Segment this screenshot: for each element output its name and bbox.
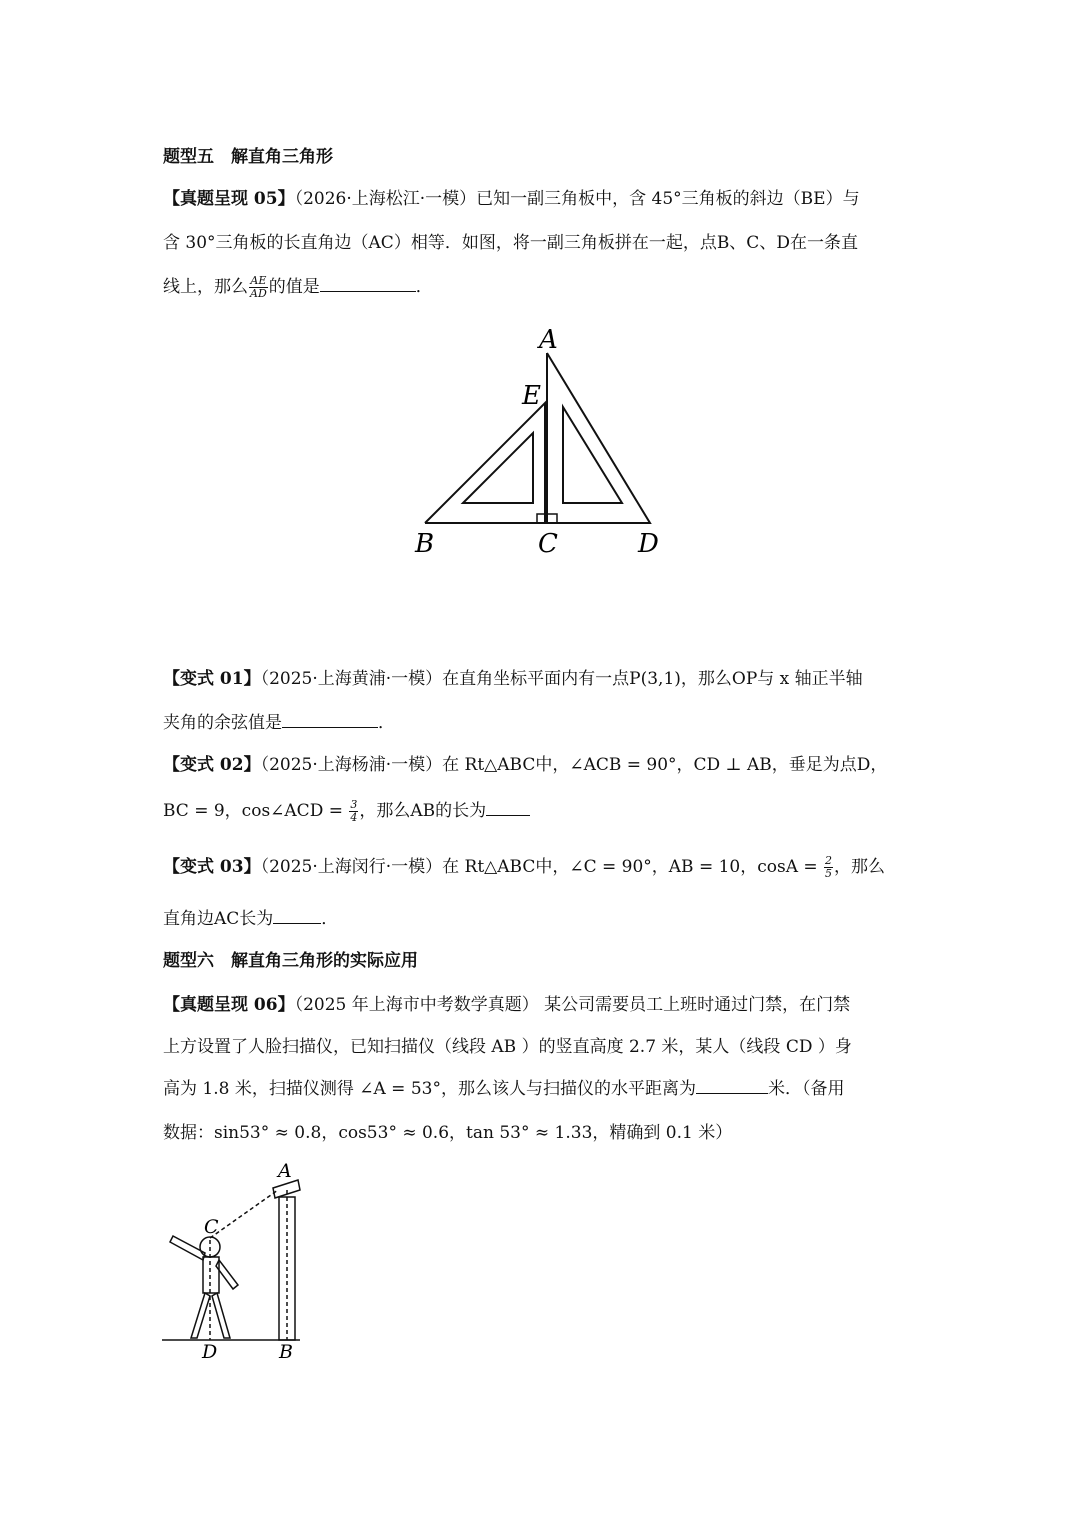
- figure-face-scanner: [160, 1160, 340, 1365]
- board-45-outer: [425, 403, 545, 523]
- variant-02-line2: BC = 9，cos∠ACD = $\frac{3}{4}$ ，那么AB的长为: [163, 796, 530, 824]
- label-E: E: [522, 381, 541, 411]
- section-title-5: 题型五 解直角三角形: [163, 147, 333, 167]
- label-A: A: [539, 325, 558, 355]
- variant-02-line1: 【变式 02】（2025·上海杨浦·一模）在 Rt△ABC中，∠ACB = 90°，CD ⊥ AB，垂足为点D，: [163, 755, 888, 775]
- fraction-2-5: $\frac{2}{5}$: [825, 854, 833, 880]
- sight-line: [210, 1190, 278, 1238]
- scanner-box: [273, 1180, 300, 1198]
- fraction-3-4: $\frac{3}{4}$: [350, 798, 358, 824]
- label-D: D: [202, 1341, 218, 1363]
- answer-blank[interactable]: [320, 277, 416, 292]
- variant-01-tag: 【变式 01】: [163, 669, 261, 689]
- label-A: A: [278, 1160, 292, 1182]
- board-45-inner: [463, 433, 533, 503]
- question-06-line1: 【真题呈现 06】（2025 年上海市中考数学真题） 某公司需要员工上班时通过门禁，在门禁: [163, 995, 851, 1015]
- variant-03-tag: 【变式 03】: [163, 857, 261, 877]
- answer-blank[interactable]: [486, 801, 530, 816]
- answer-blank[interactable]: [282, 713, 378, 728]
- question-06-line4: 数据：sin53° ≈ 0.8，cos53° ≈ 0.6，tan 53° ≈ 1.33，精确到 0.1 米）: [163, 1123, 733, 1143]
- question-05-line2: 含 30°三角板的长直角边（AC）相等．如图，将一副三角板拼在一起，点B、C、D在一条直: [163, 233, 858, 253]
- label-C: C: [204, 1216, 219, 1238]
- figure-triangle-boards: [400, 320, 690, 560]
- variant-03-line2: 直角边AC长为 ．: [163, 909, 339, 929]
- question-05-line1: 【真题呈现 05】（2026·上海松江·一模）已知一副三角板中，含 45°三角板的斜边（BE）与: [163, 189, 860, 209]
- variant-01-line1: 【变式 01】（2025·上海黄浦·一模）在直角坐标平面内有一点P(3,1)，那么OP与 x 轴正半轴: [163, 669, 863, 689]
- label-C: C: [538, 529, 558, 559]
- label-D: D: [638, 529, 659, 559]
- answer-blank[interactable]: [273, 909, 321, 924]
- variant-02-tag: 【变式 02】: [163, 755, 261, 775]
- answer-blank[interactable]: [696, 1079, 768, 1094]
- label-B: B: [279, 1341, 293, 1363]
- label-B: B: [415, 529, 435, 559]
- board-30-inner: [563, 407, 622, 503]
- variant-03-line1: 【变式 03】（2025·上海闵行·一模）在 Rt△ABC中，∠C = 90°，AB = 10，cosA = $\frac{2}{5}$ ，那么: [163, 854, 886, 880]
- question-06-line3: 高为 1.8 米，扫描仪测得 ∠A = 53°，那么该人与扫描仪的水平距离为 米．（备用: [163, 1079, 845, 1099]
- question-06-tag: 【真题呈现 06】: [163, 995, 295, 1015]
- section-title-6: 题型六 解直角三角形的实际应用: [163, 951, 418, 971]
- question-05-tag: 【真题呈现 05】: [163, 189, 295, 209]
- question-05-line3: 线上，那么 $\frac{AE}{AD}$ 的值是 ．: [163, 274, 433, 300]
- question-06-line2: 上方设置了人脸扫描仪，已知扫描仪（线段 AB ）的竖直高度 2.7 米，某人（线段 CD ）身: [163, 1037, 852, 1057]
- variant-01-line2: 夹角的余弦值是 ．: [163, 713, 395, 733]
- fraction-ae-ad: $\frac{AE}{AD}$: [250, 274, 267, 300]
